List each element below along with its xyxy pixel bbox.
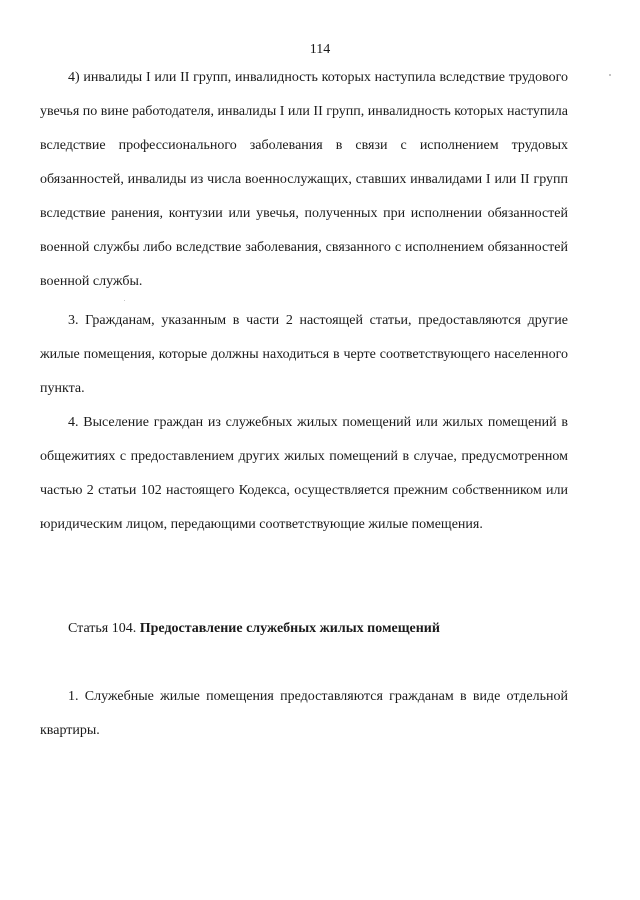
- paragraph-part-4: 4. Выселение граждан из служебных жилых помещений или жилых помещений в общежитиях с предоставлением других жилых помещений в случае, предусмотренном частью 2 статьи 102 настоящего Кодекса, осуществляется прежним собственником или юридическим лицом, передающими соответствующие жилые помещения.: [40, 415, 568, 532]
- paragraph-disabled-persons: 4) инвалиды I или II групп, инвалидность которых наступила вследствие трудового увечья по вине работодателя, инвалиды I или II групп, инвалидность которых наступила вследствие профессионального заболевания в связи с исполнением трудовых обязанностей, инвалиды из числа военнослужащих, ставших инвалидами I или II групп вследствие ранения, контузии или увечья, полученных при исполнении обязанностей военной службы либо вследствие заболевания, связанного с исполнением обязанностей военной службы.: [40, 70, 568, 289]
- paragraph-article-104-part-1: 1. Служебные жилые помещения предоставляются гражданам в виде отдельной квартиры.: [40, 689, 568, 738]
- paragraph-part-3: 3. Гражданам, указанным в части 2 настоящей статьи, предоставляются другие жилые помещения, которые должны находиться в черте соответствующего населенного пункта.: [40, 313, 568, 396]
- article-number: Статья 104.: [68, 621, 137, 636]
- scan-speck: [609, 74, 611, 76]
- article-title: Предоставление служебных жилых помещений: [139, 621, 440, 636]
- article-heading: [68, 617, 440, 641]
- scan-speck: [124, 300, 125, 301]
- page-number: 114: [309, 42, 331, 57]
